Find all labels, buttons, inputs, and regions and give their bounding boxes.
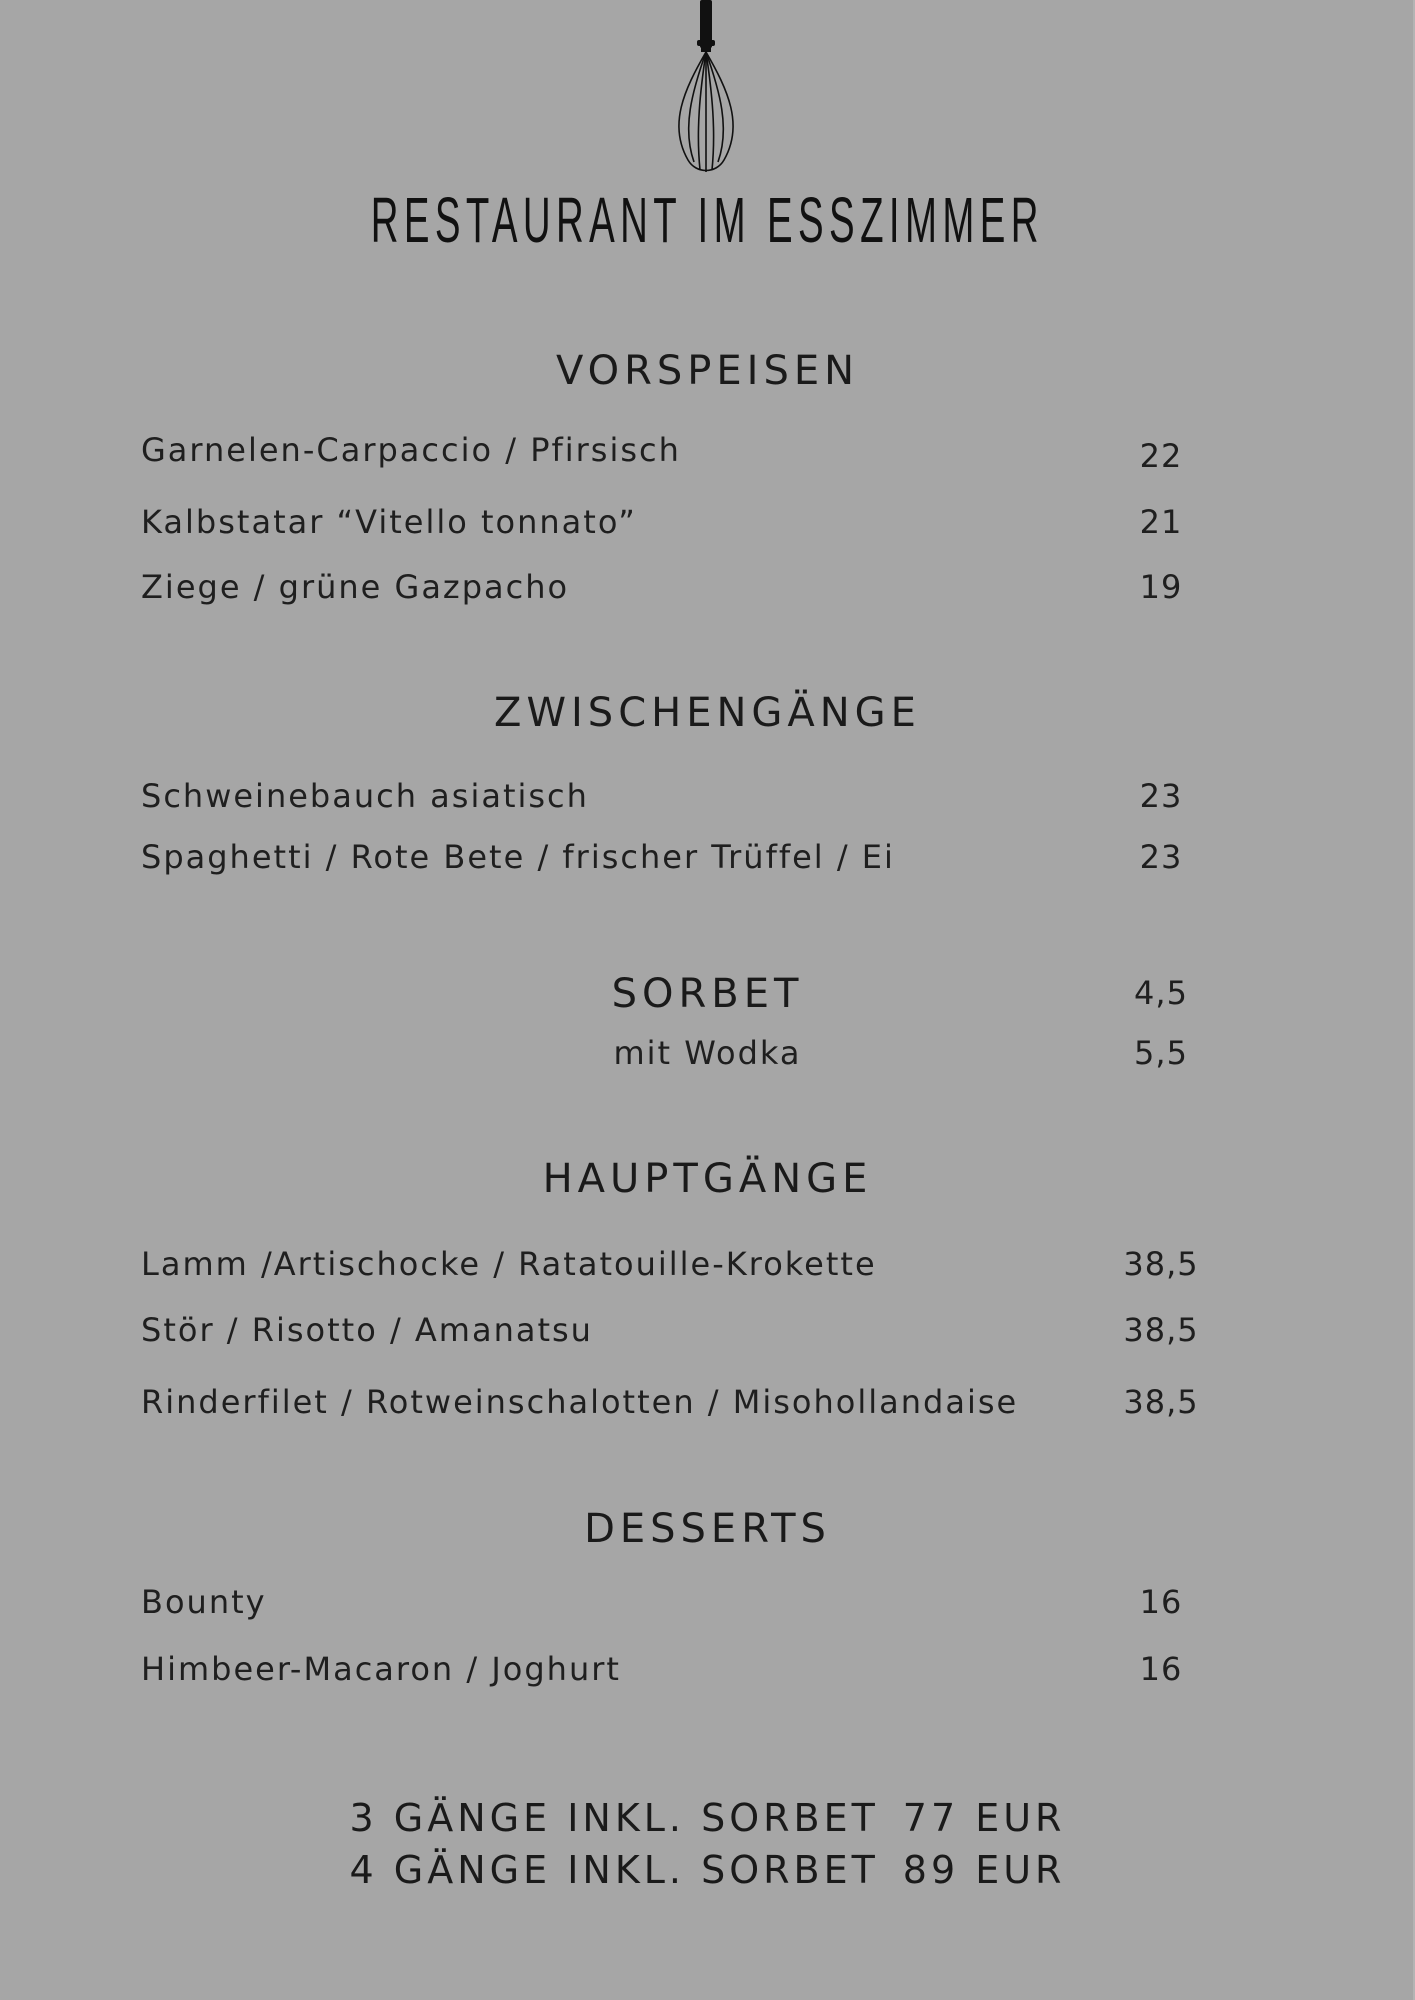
menu-item-name: Kalbstatar “Vitello tonnato” — [141, 503, 637, 541]
menu-item-price: 38,5 — [1123, 1245, 1199, 1283]
whisk-icon — [666, 0, 746, 180]
menu-item-price: 16 — [1139, 1650, 1183, 1688]
restaurant-title: RESTAURANT IM ESSZIMMER — [370, 184, 1044, 256]
menu-item-price: 23 — [1139, 838, 1183, 876]
set-menu-3-courses — [0, 1793, 1415, 1843]
menu-item-price: 38,5 — [1123, 1383, 1199, 1421]
sorbet-variant-price: 5,5 — [1134, 1034, 1188, 1072]
section-heading-vorspeisen: VORSPEISEN — [555, 348, 860, 394]
menu-item-price: 19 — [1139, 568, 1183, 606]
set-menu-4-courses — [0, 1845, 1415, 1895]
menu-item-name: Garnelen-Carpaccio / Pfirsisch — [141, 431, 681, 469]
section-heading-sorbet: SORBET — [611, 971, 804, 1017]
menu-item-name: Schweinebauch asiatisch — [141, 777, 589, 815]
menu-item-name: Spaghetti / Rote Bete / frischer Trüffel / Ei — [141, 838, 895, 876]
section-heading-desserts: DESSERTS — [584, 1506, 831, 1552]
menu-item-price: 22 — [1139, 437, 1183, 475]
menu-item-name: Bounty — [141, 1583, 267, 1621]
menu-item-name: Lamm /Artischocke / Ratatouille-Krokette — [141, 1245, 877, 1283]
menu-item-price: 21 — [1139, 503, 1183, 541]
menu-item-name: Rinderfilet / Rotweinschalotten / Misohollandaise — [141, 1383, 1019, 1421]
set-menu-label: 3 GÄNGE INKL. SORBET — [349, 1796, 879, 1840]
sorbet-variant: mit Wodka — [613, 1034, 802, 1072]
menu-item-price: 38,5 — [1123, 1311, 1199, 1349]
menu-item-price: 23 — [1139, 777, 1183, 815]
set-menu-price: 89 EUR — [902, 1848, 1066, 1892]
set-menu-price: 77 EUR — [902, 1796, 1066, 1840]
sorbet-price: 4,5 — [1134, 974, 1188, 1012]
menu-item-price: 16 — [1139, 1583, 1183, 1621]
set-menu-label: 4 GÄNGE INKL. SORBET — [349, 1848, 879, 1892]
menu-item-name: Stör / Risotto / Amanatsu — [141, 1311, 593, 1349]
section-heading-hauptgaenge: HAUPTGÄNGE — [542, 1156, 873, 1202]
section-heading-zwischengaenge: ZWISCHENGÄNGE — [494, 690, 921, 736]
menu-item-name: Ziege / grüne Gazpacho — [141, 568, 570, 606]
menu-item-name: Himbeer-Macaron / Joghurt — [141, 1650, 621, 1688]
